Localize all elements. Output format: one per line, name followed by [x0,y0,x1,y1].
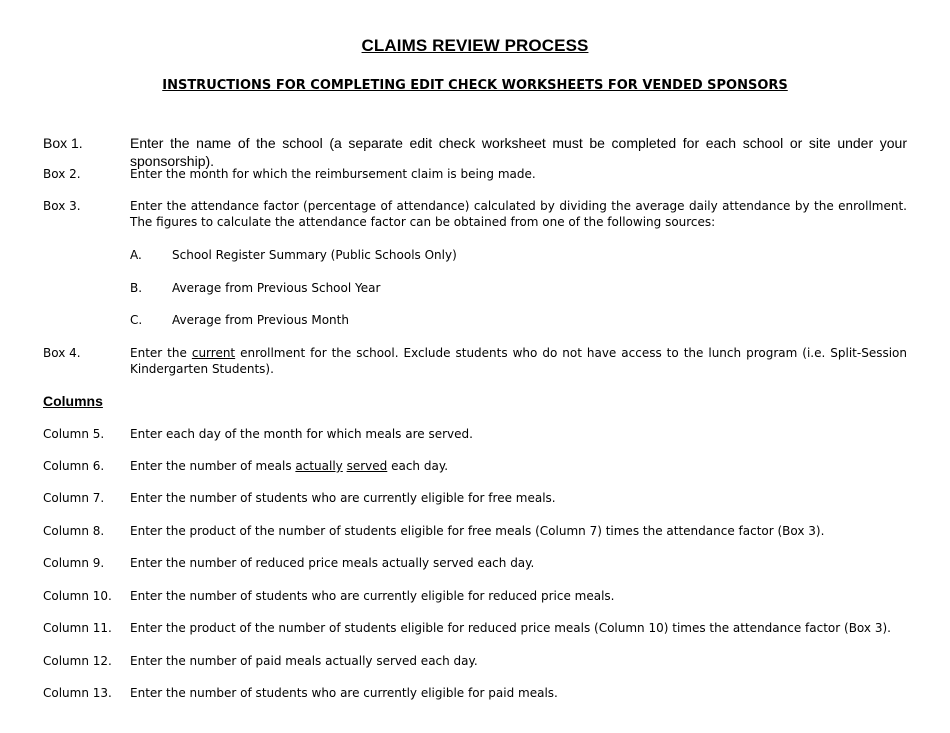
column-8-label: Column 8. [43,524,105,538]
column-10-instruction [43,588,907,604]
box-3-label: Box 3. [43,199,81,213]
box-1-text: Enter the name of the school (a separate edit check worksheet must be completed for each school or site under your sponsorship). [130,135,907,169]
source-c-text: Average from Previous Month [172,313,349,327]
column-8-instruction [43,523,907,539]
column-10-label: Column 10. [43,589,112,603]
column-9-label: Column 9. [43,556,105,570]
column-11-text: Enter the product of the number of students eligible for reduced price meals (Column 10) times the attendance factor (Box 3). [130,621,891,635]
source-a-text: School Register Summary (Public Schools Only) [172,248,457,262]
column-13-instruction [43,685,907,701]
source-item-c [130,312,730,328]
box-2-text: Enter the month for which the reimbursement claim is being made. [130,167,536,181]
source-a-label: A. [130,248,142,262]
column-7-text: Enter the number of students who are currently eligible for free meals. [130,491,556,505]
document-subtitle: INSTRUCTIONS FOR COMPLETING EDIT CHECK WORKSHEETS FOR VENDED SPONSORS [162,78,788,93]
document-title: CLAIMS REVIEW PROCESS [361,36,589,55]
box-2-instruction [43,166,907,182]
served-underlined: served [346,459,388,473]
column-6-instruction [43,458,907,474]
box-3-instruction [43,198,907,230]
column-9-instruction [43,555,907,571]
source-c-label: C. [130,313,143,327]
box-4-instruction [43,345,907,377]
source-item-b [130,280,730,296]
column-6-text: Enter the number of meals actually served each day. [130,459,449,473]
source-b-text: Average from Previous School Year [172,281,381,295]
column-5-instruction [43,426,907,442]
box-4-text: Enter the current enrollment for the school. Exclude students who do not have access to the lunch program (i.e. Split-Session Kindergarten Students). [130,346,907,376]
box-1-instruction [43,134,907,170]
box-2-label: Box 2. [43,167,81,181]
column-5-label: Column 5. [43,427,105,441]
column-9-text: Enter the number of reduced price meals actually served each day. [130,556,535,570]
box-3-text: Enter the attendance factor (percentage of attendance) calculated by dividing the average daily attendance by the enrollment. The figures to calculate the attendance factor can be obtained from one of the following sources: [130,199,907,229]
column-7-label: Column 7. [43,491,105,505]
column-10-text: Enter the number of students who are currently eligible for reduced price meals. [130,589,615,603]
columns-heading: Columns [43,393,103,409]
column-12-label: Column 12. [43,654,112,668]
column-6-label: Column 6. [43,459,105,473]
column-12-text: Enter the number of paid meals actually served each day. [130,654,478,668]
column-8-text: Enter the product of the number of students eligible for free meals (Column 7) times the attendance factor (Box 3). [130,524,825,538]
column-5-text: Enter each day of the month for which meals are served. [130,427,473,441]
column-7-instruction [43,490,907,506]
column-13-label: Column 13. [43,686,112,700]
actually-underlined: actually [295,459,343,473]
column-12-instruction [43,653,907,669]
box-1-label: Box 1. [43,135,83,151]
column-11-label: Column 11. [43,621,112,635]
column-13-text: Enter the number of students who are currently eligible for paid meals. [130,686,558,700]
source-item-a [130,247,730,263]
box-4-label: Box 4. [43,346,81,360]
column-11-instruction [43,620,907,636]
current-underlined: current [191,346,236,360]
source-b-label: B. [130,281,143,295]
